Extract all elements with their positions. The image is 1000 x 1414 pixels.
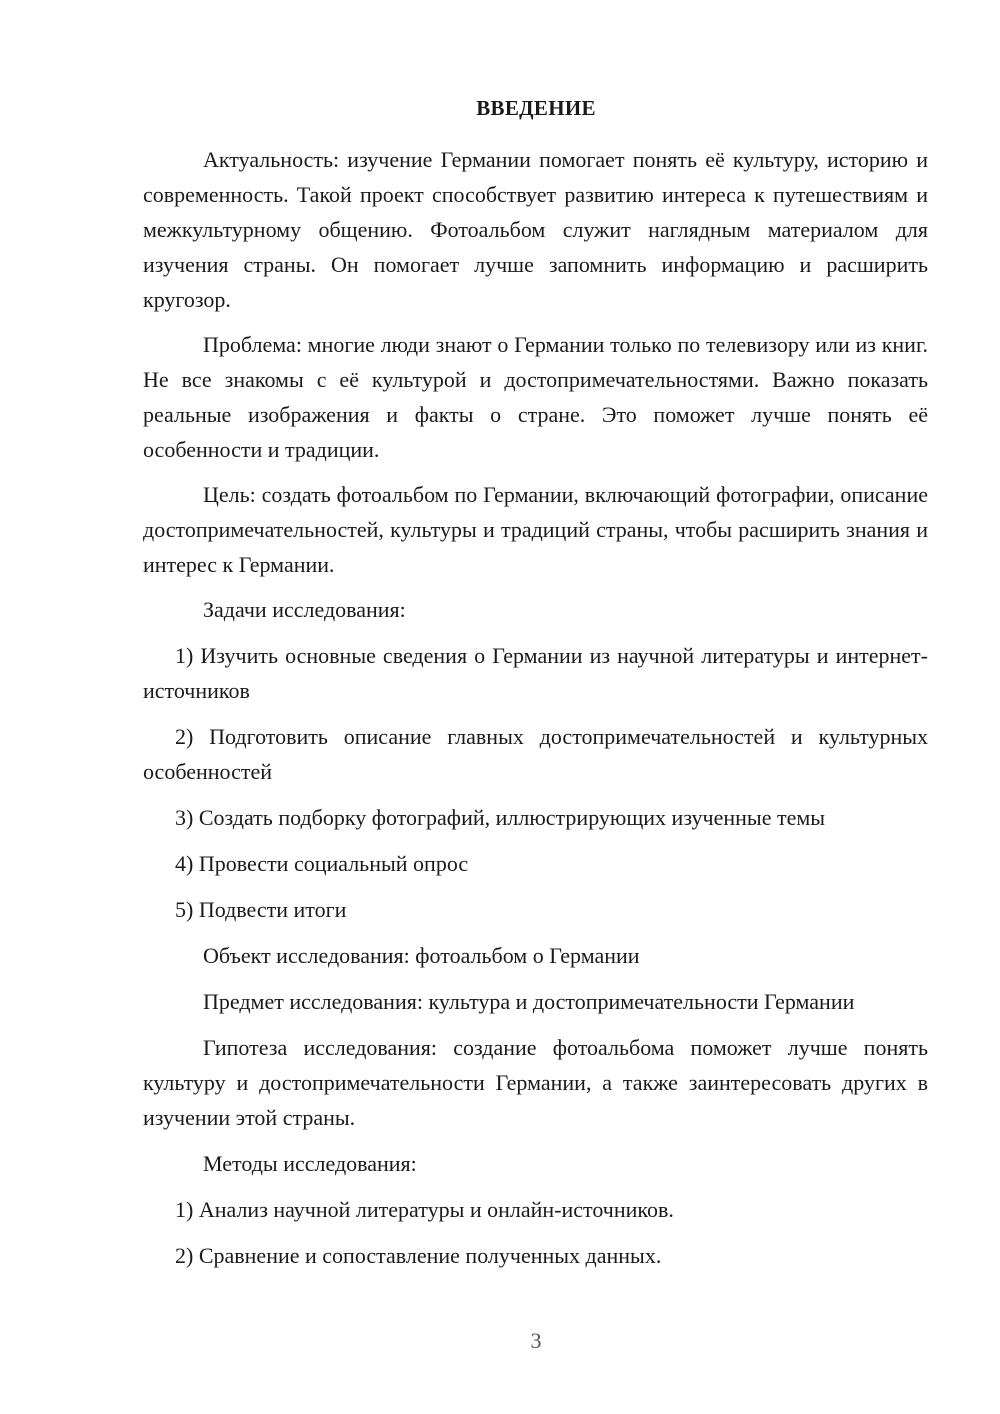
method-item: 1) Анализ научной литературы и онлайн-источников. [175, 1197, 674, 1222]
task-item: 5) Подвести итоги [175, 897, 347, 922]
paragraph-subject: Предмет исследования: культура и достопримечательности Германии [203, 989, 855, 1014]
tasks-heading: Задачи исследования: [203, 597, 406, 622]
paragraph-hypothesis: Гипотеза исследования: создание фотоальбома поможет лучше понять культуру и достопримечательности Германии, а также заинтересовать других в изучении этой страны. [143, 1035, 928, 1130]
paragraph-object: Объект исследования: фотоальбом о Германии [203, 943, 640, 968]
page-number: 3 [530, 1328, 542, 1353]
task-item: 1) Изучить основные сведения о Германии из научной литературы и интернет-источников [143, 643, 928, 703]
paragraph-relevance: Актуальность: изучение Германии помогает понять её культуру, историю и современность. Такой проект способствует развитию интереса к путешествиям и межкультурному общению. Фотоальбом служит наглядным материалом для изучения страны. Он помогает лучше запомнить информацию и расширить кругозор. [143, 147, 928, 312]
task-item: 2) Подготовить описание главных достопримечательностей и культурных особенностей [143, 724, 928, 784]
document-body [143, 142, 928, 1273]
paragraph-problem: Проблема: многие люди знают о Германии только по телевизору или из книг. Не все знакомы с её культурой и достопримечательностями. Важно показать реальные изображения и факты о стране. Это поможет лучше понять её особенности и традиции. [143, 332, 928, 462]
methods-heading: Методы исследования: [203, 1151, 417, 1176]
task-item: 3) Создать подборку фотографий, иллюстрирующих изученные темы [175, 805, 826, 830]
task-item: 4) Провести социальный опрос [175, 851, 469, 876]
page-title: ВВЕДЕНИЕ [476, 96, 596, 120]
paragraph-goal: Цель: создать фотоальбом по Германии, включающий фотографии, описание достопримечательностей, культуры и традиций страны, чтобы расширить знания и интерес к Германии. [143, 482, 928, 577]
method-item: 2) Сравнение и сопоставление полученных данных. [175, 1243, 662, 1268]
